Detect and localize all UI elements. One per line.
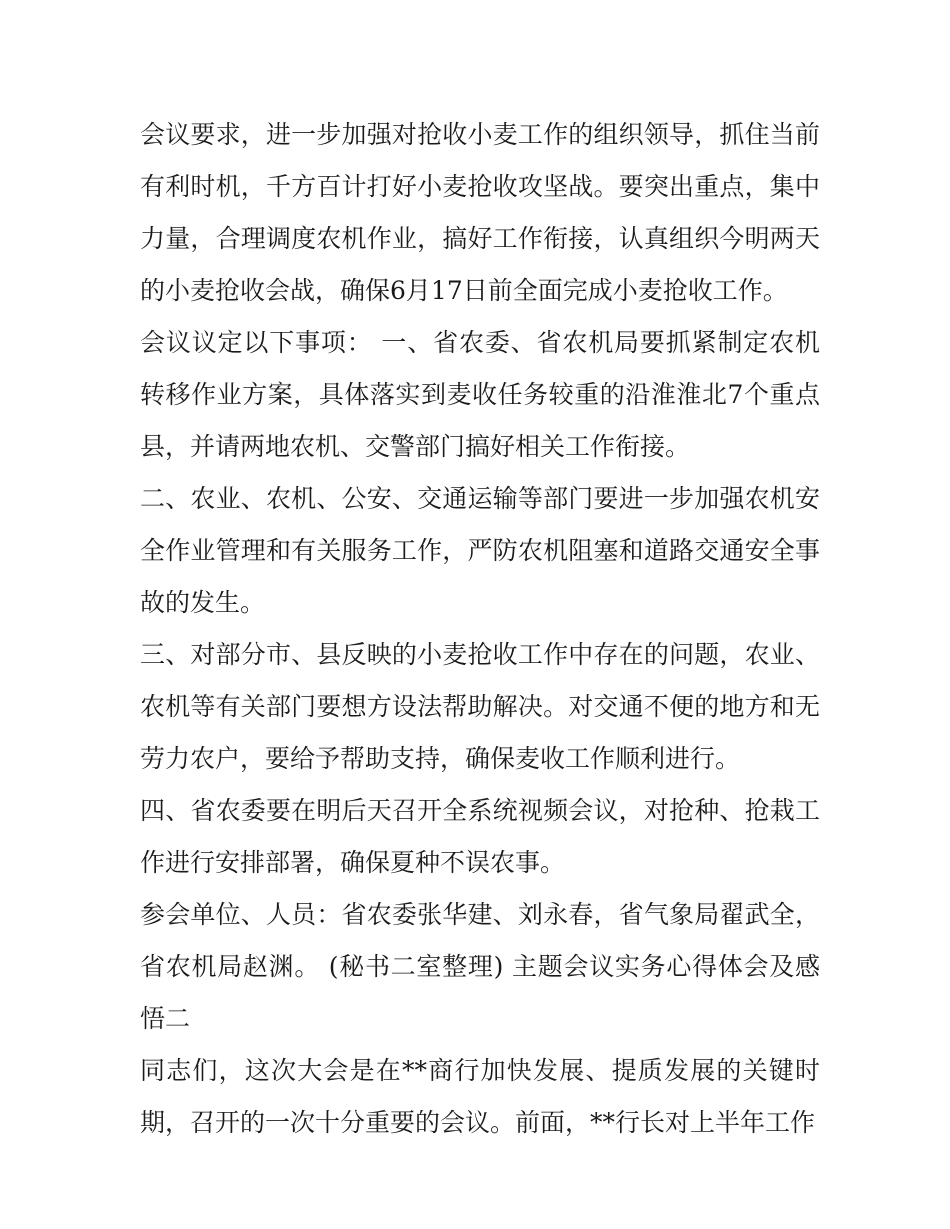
paragraph-item-four: 四、省农委要在明后天召开全系统视频会议，对抢种、抢栽工作进行安排部署，确保夏种不误农事。 [140,796,820,877]
paragraph-meeting-requirements: 会议要求，进一步加强对抢收小麦工作的组织领导，抓住当前有利时机，千方百计打好小麦抢收攻坚战。要突出重点，集中力量，合理调度农机作业，搞好工作衔接，认真组织今明两天的小麦抢收会战，确保6月17日前全面完成小麦抢收工作。 [140,120,820,305]
paragraph-agreed-items-one: 会议议定以下事项： 一、省农委、省农机局要抓紧制定农机转移作业方案，具体落实到麦收任务较重的沿淮淮北7个重点县，并请两地农机、交警部门搞好相关工作衔接。 [140,328,820,461]
paragraph-item-two: 二、农业、农机、公安、交通运输等部门要进一步加强农机安全作业管理和有关服务工作，严防农机阻塞和道路交通安全事故的发生。 [140,484,820,617]
paragraph-speech-opening: 同志们，这次大会是在**商行加快发展、提质发展的关键时期，召开的一次十分重要的会议。前面，**行长对上半年工作 [140,1056,820,1137]
paragraph-attendees: 参会单位、人员：省农委张华建、刘永春，省气象局翟武全，省农机局赵渊。 (秘书二室整理) 主题会议实务心得体会及感悟二 [140,900,820,1033]
paragraph-item-three: 三、对部分市、县反映的小麦抢收工作中存在的问题，农业、农机等有关部门要想方设法帮助解决。对交通不便的地方和无劳力农户，要给予帮助支持，确保麦收工作顺利进行。 [140,640,820,773]
document-body [140,109,820,1149]
